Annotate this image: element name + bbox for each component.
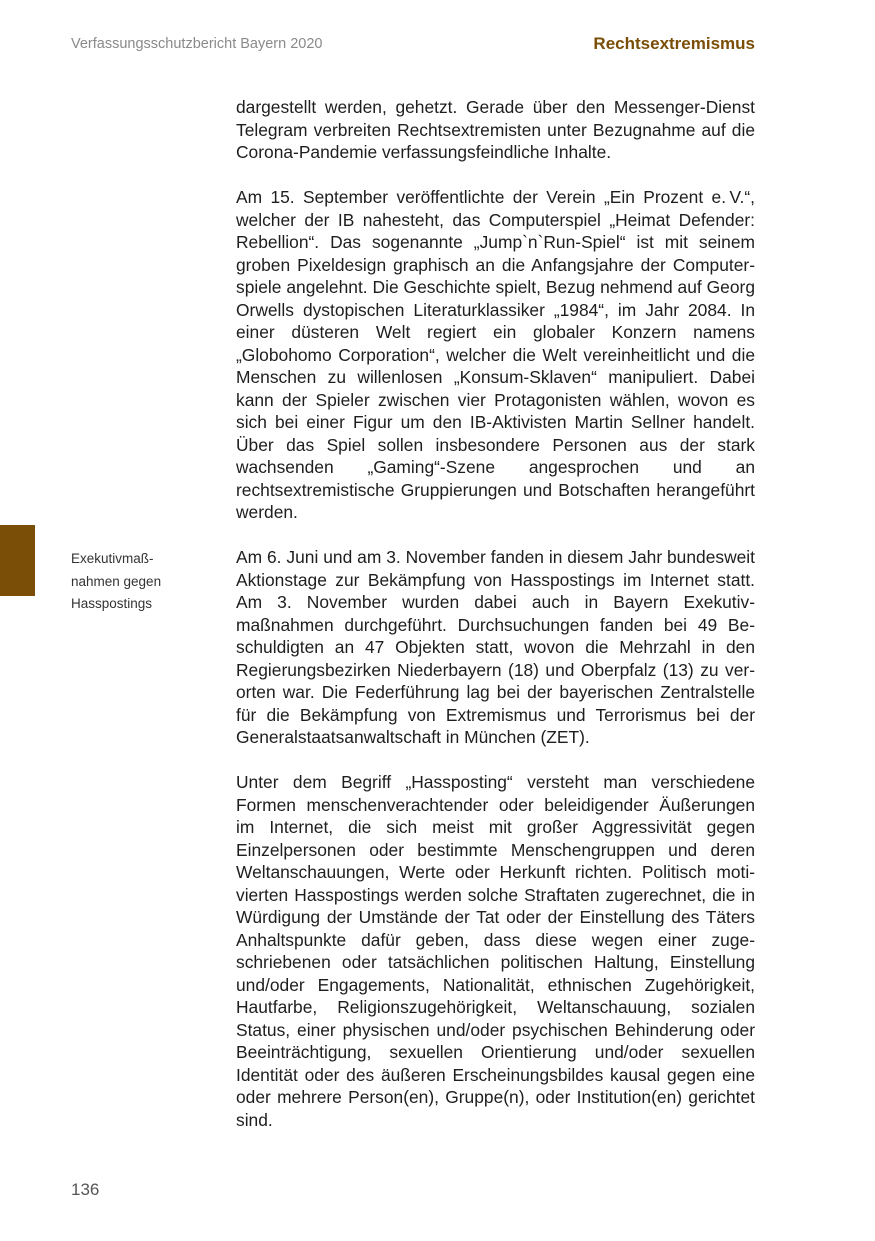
margin-note-line: Hasspostings (71, 596, 153, 611)
page-number: 136 (71, 1180, 100, 1199)
paragraph: Am 6. Juni und am 3. November fanden in diesem Jahr bundesweit Aktionstage zur Bekämpfung von Hasspostings im Internet statt. Am 3. November wurden dabei auch in Bayern Exekutivmaßnahmen durchgeführt. Durchsuchungen fanden bei 49 Beschuldigten an 47 Objekten statt, wovon die Mehrzahl in den Regierungsbezirken Niederbayern (18) und Oberpfalz (13) zu verorten war. Die Federführung lag bei der bayerischen Zentralstelle für die Bekämpfung von Extremismus und Terrorismus bei der Generalstaatsanwaltschaft in München (ZET). (236, 547, 755, 747)
paragraph: Unter dem Begriff „Hassposting“ versteht man verschiedene Formen menschenverachtender oder beleidigender Äußerungen im Internet, die sich meist mit großer Aggressivität gegen Einzelpersonen oder bestimmte Menschengruppen und deren Weltanschauungen, Werte oder Herkunft richten. Politisch motivierten Hasspostings werden solche Straftaten zugerechnet, die in Würdigung der Umstände der Tat oder der Einstellung des Täters Anhaltspunkte dafür geben, dass diese wegen einer zugeschriebenen oder tatsächlichen politischen Haltung, Einstellung und/oder Engagements, Nationalität, ethnischen Zugehörigkeit, Hautfarbe, Religionszugehörigkeit, Weltanschauung, sozialen Status, einer physischen und/oder psychischen Behinderung oder Beeinträchtigung, sexuellen Orientierung und/oder sexuellen Identität oder des äußeren Erscheinungsbildes kausal gegen eine oder mehrere Person(en), Gruppe(n), oder Institution(en) gerichtet sind. (236, 772, 755, 1130)
margin-note-line: Exekutivmaß- (71, 551, 154, 566)
margin-note-line: nahmen gegen (71, 573, 162, 589)
paragraph: dargestellt werden, gehetzt. Gerade über den Messenger-Dienst Telegram verbreiten Rechtsextremisten unter Bezugnahme auf die Corona-Pandemie verfassungsfeindliche Inhalte. (236, 97, 755, 162)
margin-note (71, 548, 196, 616)
paragraph: Am 15. September veröffentlichte der Verein „Ein Prozent e. V.“, welcher der IB nahesteht, das Computerspiel „Heimat Defender: Rebellion“. Das sogenannte „Jump`n`Run-Spiel“ ist mit seinem groben Pixeldesign graphisch an die Anfangsjahre der Computerspiele angelehnt. Die Geschichte spielt, Bezug nehmend auf Georg Orwells dystopischen Literaturklassiker „1984“, im Jahr 2084. In einer düsteren Welt regiert ein globaler Konzern namens „Globohomo Corporation“, welcher die Welt vereinheitlicht und die Menschen zu willenlosen „Konsum-Sklaven“ manipuliert. Dabei kann der Spieler zwischen vier Protagonisten wählen, wovon es sich bei einer Figur um den IB-Aktivisten Martin Sellner handelt. Über das Spiel sollen insbesondere Personen aus der stark wachsenden „Gaming“-Szene angesprochen und an rechtsextremistische Gruppierungen und Botschaften herangeführt werden. (236, 187, 755, 522)
body-text (236, 96, 755, 1154)
section-title: Rechtsextremismus (593, 34, 755, 53)
running-header-title: Verfassungsschutzbericht Bayern 2020 (71, 36, 323, 52)
section-marker-bar (0, 525, 35, 596)
